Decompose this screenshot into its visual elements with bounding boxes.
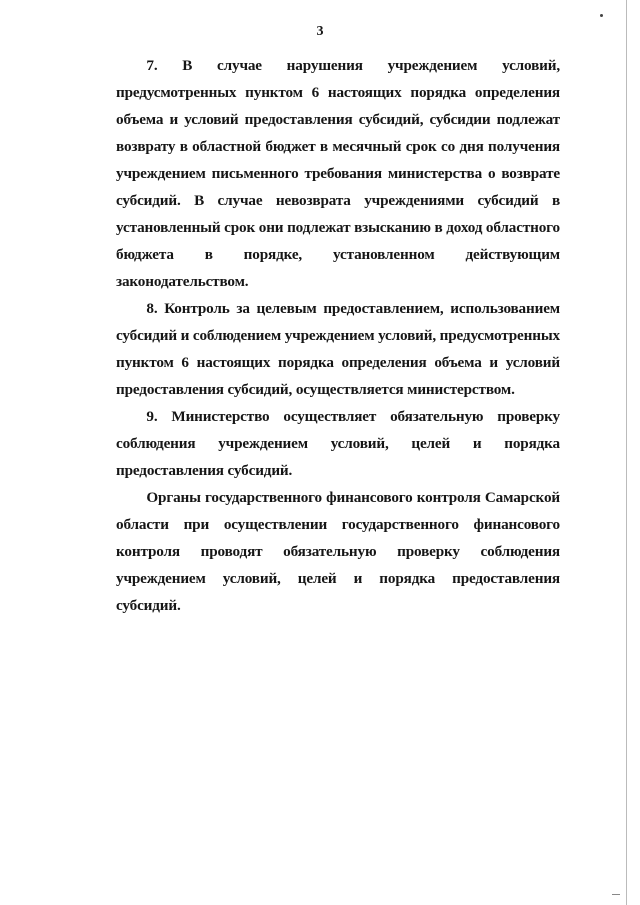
paragraph-9: 9. Министерство осуществляет обязательную проверку соблюдения учреждением условий, целей и порядка предоставления субсидий.	[116, 408, 560, 479]
page-number: 3	[316, 24, 324, 39]
paragraph-8: 8. Контроль за целевым предоставлением, использованием субсидий и соблюдением учреждением условий, предусмотренных пунктом 6 настоящих порядка определения объема и условий предоставления субсидий, осуществляется министерством.	[116, 300, 560, 398]
document-body	[116, 52, 560, 619]
scan-speck	[600, 14, 603, 17]
paragraph-7: 7. В случае нарушения учреждением условий, предусмотренных пунктом 6 настоящих порядка определения объема и условий предоставления субсидий, субсидии подлежат возврату в областной бюджет в месячный срок со дня получения учреждением письменного требования министерства о возврате субсидий. В случае невозврата учреждениями субсидий в установленный срок они подлежат взысканию в доход областного бюджета в порядке, установленном действующим законодательством.	[116, 57, 560, 290]
scan-edge-line	[626, 0, 627, 905]
paragraph-control-bodies: Органы государственного финансового контроля Самарской области при осуществлении государственного финансового контроля проводят обязательную проверку соблюдения учреждением условий, целей и порядка предоставления субсидий.	[116, 489, 560, 614]
scan-bottom-mark	[612, 894, 620, 895]
